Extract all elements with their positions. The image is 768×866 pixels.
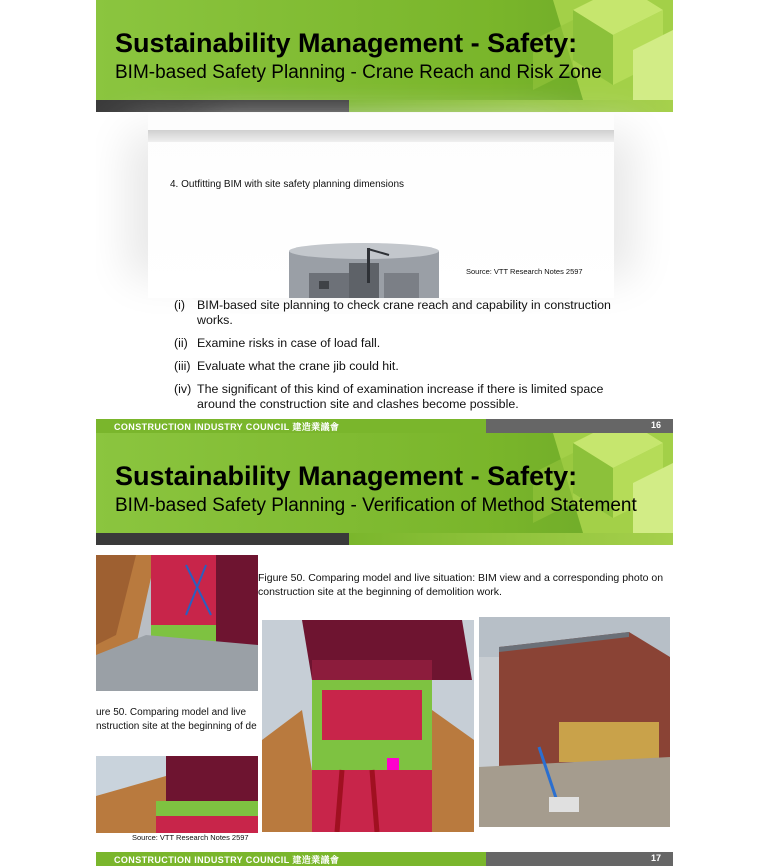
list-item (174, 382, 644, 412)
caption-line: ure 50. Comparing model and live (96, 707, 247, 718)
slide-header (96, 0, 673, 100)
footer-organization: CONSTRUCTION INDUSTRY COUNCIL 建造業議會 (114, 422, 340, 432)
bim-view-image-bottom-left (96, 756, 258, 833)
bim-model-image (262, 620, 474, 832)
list-item (174, 359, 644, 374)
item-text: Evaluate what the crane jib could hit. (197, 359, 399, 373)
item-number: (i) (174, 298, 186, 312)
slide-subtitle: BIM-based Safety Planning - Crane Reach and Risk Zone (115, 62, 602, 83)
figure-source: Source: VTT Research Notes 2597 (466, 267, 583, 276)
figure-caption: Figure 50. Comparing model and live situation: BIM view and a corresponding photo on construction site at the beginning of demolition work. (258, 572, 664, 598)
slide-17 (96, 433, 673, 866)
footer-organization: CONSTRUCTION INDUSTRY COUNCIL 建造業議會 (114, 855, 340, 865)
page-number: 16 (650, 420, 661, 430)
figure-caption: 4. Outfitting BIM with site safety planning dimensions (170, 179, 405, 190)
slide-title: Sustainability Management - Safety: (115, 461, 578, 491)
crane-model-image (289, 243, 439, 298)
item-number: (ii) (174, 336, 188, 350)
header-divider-green (349, 100, 673, 112)
construction-site-photo (479, 617, 670, 827)
page-number: 17 (650, 853, 661, 863)
figure-source: Source: VTT Research Notes 2597 (132, 833, 249, 842)
bullet-list (174, 298, 644, 420)
slide-footer (96, 852, 673, 866)
item-text: BIM-based site planning to check crane reach and capability in construction works. (197, 298, 611, 327)
bim-view-image-top-left (96, 555, 258, 691)
item-text: The significant of this kind of examination increase if there is limited space around the construction site and clashes become possible. (197, 382, 604, 411)
list-item (174, 336, 644, 351)
slide-16 (96, 0, 673, 433)
slide-title: Sustainability Management - Safety: (115, 28, 578, 58)
item-number: (iv) (174, 382, 192, 396)
item-number: (iii) (174, 359, 191, 373)
item-text: Examine risks in case of load fall. (197, 336, 381, 350)
figure-caption-cropped (96, 706, 258, 734)
slide-subtitle: BIM-based Safety Planning - Verification of Method Statement (115, 495, 637, 516)
list-item (174, 298, 644, 328)
caption-line: nstruction site at the beginning of de (96, 721, 257, 732)
footer-grey-block (486, 419, 673, 433)
header-divider-green (349, 533, 673, 545)
figure-top-bar (148, 130, 614, 142)
footer-grey-block (486, 852, 673, 866)
figure-panel (148, 113, 614, 298)
slide-footer (96, 419, 673, 433)
slide-header (96, 433, 673, 533)
